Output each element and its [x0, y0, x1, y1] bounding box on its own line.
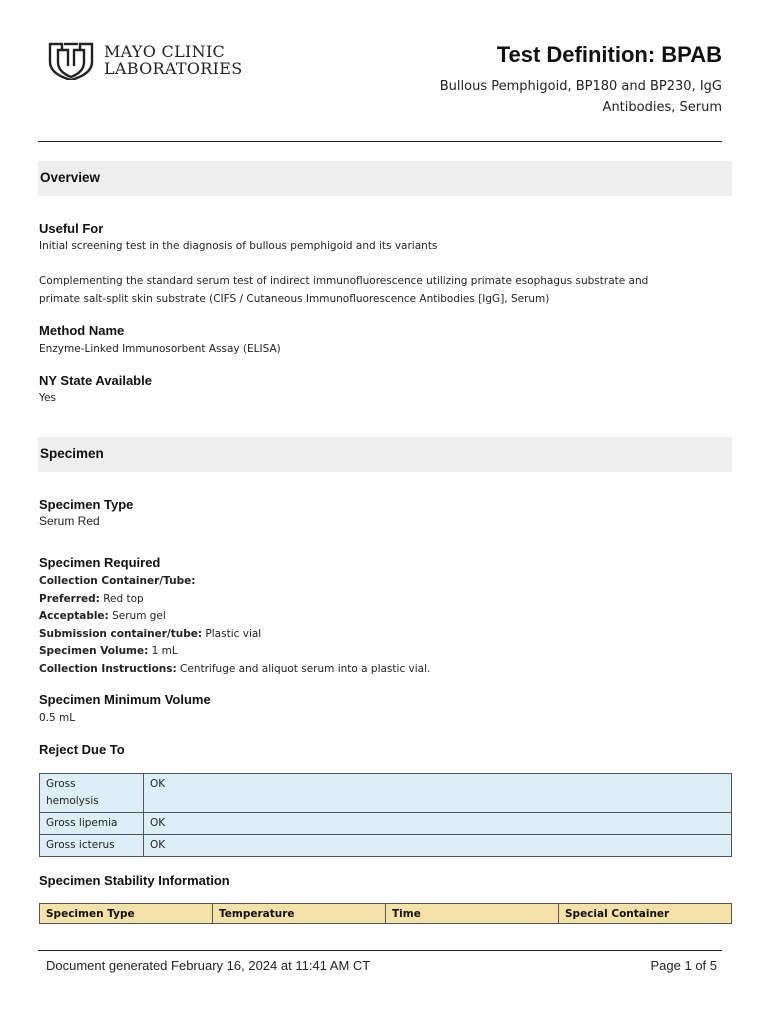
stability-col-special-container: Special Container	[559, 904, 732, 924]
specimen-type-heading: Specimen Type	[39, 497, 134, 512]
instructions-value: Centrifuge and aliquot serum into a plastic vial.	[176, 663, 431, 675]
volume-label: Specimen Volume:	[39, 645, 149, 657]
mayo-shield-logo-icon	[46, 40, 96, 80]
specimen-required-heading: Specimen Required	[39, 555, 161, 570]
header-divider	[38, 141, 722, 142]
footer-generated: Document generated February 16, 2024 at 11:41 AM CT	[46, 958, 371, 973]
min-volume-heading: Specimen Minimum Volume	[39, 692, 211, 707]
acceptable-line	[39, 607, 166, 625]
specimen-type-value: Serum Red	[39, 514, 100, 528]
stability-heading: Specimen Stability Information	[39, 873, 230, 888]
stability-col-specimen-type: Specimen Type	[40, 904, 213, 924]
logo-line-1: MAYO CLINIC	[104, 42, 226, 61]
reject-status-cell: OK	[144, 835, 732, 857]
reject-condition-line-2: hemolysis	[46, 795, 99, 807]
acceptable-value: Serum gel	[108, 610, 166, 622]
page-title: Test Definition: BPAB	[496, 42, 722, 67]
reject-condition-cell	[40, 774, 144, 813]
overview-section-bar	[38, 161, 732, 196]
page-header	[0, 0, 770, 150]
page-subtitle: Bullous Pemphigoid, BP180 and BP230, IgG Antibodies, Serum	[439, 79, 722, 115]
collection-container-line	[39, 572, 195, 590]
preferred-value: Red top	[99, 593, 144, 605]
preferred-line	[39, 590, 144, 608]
reject-due-to-heading: Reject Due To	[39, 742, 125, 757]
useful-for-text-2-line-1: Complementing the standard serum test of indirect immunofluorescence utilizing primate esophagus substrate and	[39, 275, 649, 287]
volume-value: 1 mL	[148, 645, 178, 657]
reject-condition-line-1: Gross	[46, 778, 76, 790]
stability-col-time: Time	[386, 904, 559, 924]
method-name-heading: Method Name	[39, 323, 125, 338]
min-volume-value: 0.5 mL	[39, 712, 76, 724]
submission-line	[39, 625, 261, 643]
reject-table	[39, 773, 732, 857]
stability-col-temperature: Temperature	[213, 904, 386, 924]
volume-line	[39, 642, 178, 660]
useful-for-text-2-line-2: primate salt-split skin substrate (CIFS / Cutaneous Immunofluorescence Antibodies [IgG], Serum)	[39, 293, 550, 305]
submission-label: Submission container/tube:	[39, 628, 203, 640]
useful-for-heading: Useful For	[39, 221, 104, 236]
collection-container-label: Collection Container/Tube:	[39, 575, 196, 587]
specimen-section-bar	[38, 437, 732, 472]
logo-line-2: LABORATORIES	[104, 59, 243, 78]
overview-heading: Overview	[40, 170, 101, 185]
table-header-row	[40, 904, 732, 924]
specimen-heading: Specimen	[40, 446, 104, 461]
useful-for-text-1: Initial screening test in the diagnosis of bullous pemphigoid and its variants	[39, 240, 438, 252]
reject-condition-cell: Gross icterus	[40, 835, 144, 857]
instructions-line	[39, 660, 430, 678]
instructions-label: Collection Instructions:	[39, 663, 177, 675]
method-name-value: Enzyme-Linked Immunosorbent Assay (ELISA)	[39, 343, 281, 355]
reject-condition-cell: Gross lipemia	[40, 813, 144, 835]
stability-table	[39, 903, 732, 924]
reject-status-cell: OK	[144, 813, 732, 835]
table-row	[40, 813, 732, 835]
footer-divider	[38, 950, 722, 951]
mayo-clinic-logo	[46, 40, 242, 80]
ny-state-value: Yes	[39, 392, 56, 404]
acceptable-label: Acceptable:	[39, 610, 109, 622]
table-row	[40, 835, 732, 857]
submission-value: Plastic vial	[202, 628, 262, 640]
reject-status-cell: OK	[144, 774, 732, 813]
table-row	[40, 774, 732, 813]
footer-page-number: Page 1 of 5	[650, 958, 717, 973]
preferred-label: Preferred:	[39, 593, 100, 605]
ny-state-heading: NY State Available	[39, 373, 152, 388]
